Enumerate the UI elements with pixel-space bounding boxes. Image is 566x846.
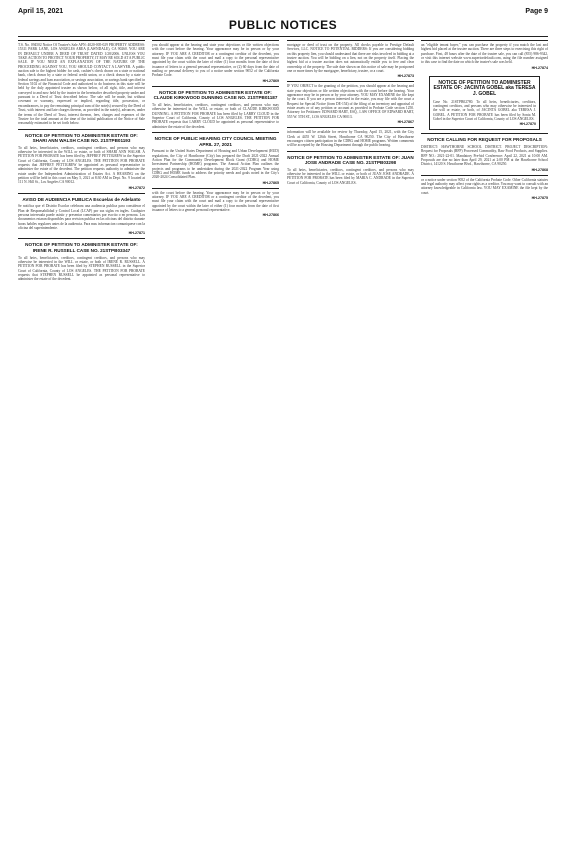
notice-body: To all heirs, beneficiaries, creditors, contingent creditors, and persons who may otherwise be interested in the WILL or estate, or both of SHARI ANN WALSH. A PETITION FOR PROBATE has been filed by JEFFREY PETTIGREW in the Superior Court of California, County of LOS ANGELES. THE PETITION FOR PROBATE requests that JEFFREY PETTIGREW be appointed as personal representative to administer the estate of the decedent. The petition requests authority to administer the estate under the Independent Administration of Estates Act. A HEARING on the petition will be held in this court on May 5, 2021 at 8:30 AM in Dept. No. 9 located at 111 N. Hill St., Los Angeles CA 90012. xyxy=(18,145,145,185)
notice-body: or a notice under section 9052 of the California Probate Code. Other California statutes and legal authority may affect your rights as a creditor. You may want to consult with an attorney knowledgeable in California law. YOU MAY EXAMINE the file kept by the court. xyxy=(421,177,548,195)
notice-reference: HH-27871 xyxy=(128,231,145,236)
notice xyxy=(421,133,548,174)
notice-title: NOTICE OF PUBLIC HEARING CITY COUNCIL MEETING APRIL 27, 2021 xyxy=(154,136,277,147)
notice xyxy=(421,175,548,203)
section-title: PUBLIC NOTICES xyxy=(228,18,338,32)
notice-reference: HH-27874 xyxy=(531,65,548,70)
notice-body: you should appear at the hearing and state your objections or file written objections with the court before the hearing. Your appearance may be in person or by your attorney. IF YOU ARE A CREDITOR or a contingent creditor of the decedent, you must file your claim with the court and mail a copy to the personal representative appointed by the court within the later of either (1) four months from the date of first issuance of letters to a general personal representative, or (2) 60 days from the date of mailing or personal delivery to you of a notice under section 9052 of the California Probate Code. xyxy=(152,43,279,78)
notice-title: NOTICE OF PETITION TO ADMINISTER ESTATE OF: SHARI ANN WALSH CASE NO. 21STPB01193 xyxy=(25,132,138,144)
notice-reference: HH-27875 xyxy=(531,195,548,200)
notice-reference: HH-27872 xyxy=(128,185,145,190)
notice-body: T.S. No. 094502 Notice Of Trustee's Sale APN: 4020-005-029 PROPERTY ADDRESS: 15311 PARK LANE, LOS ANGELES AREA (LAWNDALE), CA 90260. YOU ARE IN DEFAULT UNDER A DEED OF TRUST DATED 1/28/2006. UNLESS YOU TAKE ACTION TO PROTECT YOUR PROPERTY, IT MAY BE SOLD AT A PUBLIC SALE. IF YOU NEED AN EXPLANATION OF THE NATURE OF THE PROCEEDING AGAINST YOU, YOU SHOULD CONTACT A LAWYER. A public auction sale to the highest bidder for cash, cashier's check drawn on a state or national bank, check drawn by a state or federal credit union, or a check drawn by a state or federal savings and loan association, or savings association, or savings bank specified in Section 5102 of the Financial Code and authorized to do business in this state will be held by the duly appointed trustee as shown below, of all right, title, and interest conveyed to and now held by the trustee in the hereinafter described property under and pursuant to a Deed of Trust described below. The sale will be made, but without covenant or warranty, expressed or implied, regarding title, possession, or encumbrances, to pay the remaining principal sum of the note(s) secured by the Deed of Trust, with interest and late charges thereon, as provided in the note(s), advances, under the terms of the Deed of Trust, interest thereon, fees, charges and expenses of the Trustee for the total amount at the time of the initial publication of the Notice of Sale reasonably estimated to be set forth below. xyxy=(18,43,145,126)
notice-reference: HH-27869 xyxy=(262,78,279,83)
column-3 xyxy=(287,40,414,840)
notice-body: with the court before the hearing. Your appearance may be in person or by your attorney. IF YOU ARE A CREDITOR or a contingent creditor of the decedent, you must file your claim with the court and mail a copy to the personal representative appointed by the court within the later of either (1) four months from the date of first issuance of letters to a general personal representative. xyxy=(152,190,279,212)
notice xyxy=(429,76,540,131)
notice xyxy=(287,127,414,150)
notice xyxy=(152,40,279,86)
notice-body: Se notifica que el Distrito Escolar celebrara una audiencia publica para considerar el Plan de Responsabilidad y Control Local (LCAP) por sus siglas en ingles. Cualquier persona interesada puede asistir y presentar comentarios por escrito o en persona. Los documentos estaran disponibles para revision publica en las oficinas del distrito durante horas habiles regulares antes de la audiencia. Para mas informacion comuniquese con la oficina del superintendente. xyxy=(18,204,145,231)
notice-body: an "eligible tenant buyer," you can purchase the property if you match the last and highest bid placed at the trustee auction. There are three steps to exercising this right of purchase. First, 48 hours after the date of the trustee sale, you can call (855) 986-9342, or visit this internet website www.superiordefault.com, using the file number assigned to this case to find the date on which the trustee's sale was held. xyxy=(421,43,548,65)
page-number: Page 9 xyxy=(525,8,548,15)
notice-title: NOTICE OF PETITION TO ADMINISTER ESTATE OF: JUAN JOSE ANDRADE CASE NO. 21STPB03298 xyxy=(287,154,414,166)
notice-body: mortgage or deed of trust on the property. All checks payable to Prestige Default Services, LLC. NOTICE TO POTENTIAL BIDDERS: If you are considering bidding on this property lien, you should understand that there are risks involved in bidding at a trustee auction. You will be bidding on a lien, not on the property itself. Placing the highest bid at a trustee auction does not automatically entitle you to free and clear ownership of the property. The sale date shown on this notice of sale may be postponed one or more times by the mortgagee, beneficiary, trustee, or a court. xyxy=(287,43,414,74)
notice-reference: HH-27867 xyxy=(397,120,414,125)
column-2 xyxy=(152,40,279,840)
notice-body: To all heirs, beneficiaries, creditors, contingent creditors, and persons who may otherwise be interested in the WILL or estate, or both of IRENE R. RUSSELL. A PETITION FOR PROBATE has been filed by STEPHEN RUSSELL in the Superior Court of California, County of LOS ANGELES. THE PETITION FOR PROBATE requests that STEPHEN RUSSELL be appointed as personal representative to administer the estate of the decedent. xyxy=(18,255,145,282)
notice xyxy=(152,188,279,221)
notice xyxy=(152,86,279,132)
notice-body: Case No. 21STPB02780. To all heirs, beneficiaries, creditors, contingent creditors, and persons who may otherwise be interested in the will or estate, or both, of JACINTA GOBEL aka TERESA J. GOBEL. A PETITION FOR PROBATE has been filed by Sonia M. Gobel in the Superior Court of California, County of LOS ANGELES. xyxy=(433,99,536,121)
notice-reference: HH-27866 xyxy=(262,213,279,218)
notice-body: IF YOU OBJECT to the granting of the petition, you should appear at the hearing and state your objections or file written objections with the court before the hearing. Your appearance may be in person or by your attorney. YOU MAY EXAMINE the file kept by the court. If you are a person interested in the estate, you may file with the court a Request for Special Notice (form DE-154) of the filing of an inventory and appraisal of estate assets or of any petition or account as provided in Probate Code section 1250. Attorney for Petitioner: EDWARD HART, ESQ., LAW OFFICE OF EDWARD HART, 555 W. 5TH ST., LOS ANGELES CA 90013. xyxy=(287,84,414,119)
notice-body: Pursuant to the United States Department of Housing and Urban Development (HUD) regulations, the City of Hawthorne (City) has prepared the Draft 2021-2022 Annual Action Plan for the Community Development Block Grant (CDBG) and HOME Investment Partnership (HOME) programs. The Annual Action Plan outlines the projects and programs to be undertaken during the 2021-2022 Program Year using CDBG and HOME funds to address the priority needs and goals noted in the City's 2020-2024 Consolidated Plan. xyxy=(152,149,279,180)
header-rule xyxy=(18,36,548,37)
notice-title: AVISO DE AUDIENCIA PUBLICA Escuelas de Adelanto xyxy=(22,196,141,202)
notice xyxy=(421,40,548,73)
notice xyxy=(287,81,414,127)
column-4 xyxy=(421,40,548,840)
notice-body: DISTRICT: HAWTHORNE SCHOOL DISTRICT. PROJECT DESCRIPTION: Request for Proposals (RFP) Processed Commodity, Raw Food Products, and Supplies. RFP NO.: 2021-22-01. Mandatory Pre-bid Conference: April 22, 2021 at 10:00 AM. Proposals are due no later than April 29, 2021 at 2:00 PM at the Hawthorne School District, 14120 S. Hawthorne Blvd., Hawthorne, CA 90250. xyxy=(421,144,548,167)
column-1 xyxy=(18,40,145,840)
notice-title: NOTICE OF PETITION TO ADMINISTER ESTATE OF: CLAUDE KIRKWOOD DUNNING CASE NO. 21STPB01187 xyxy=(153,89,278,101)
notice xyxy=(18,238,145,284)
notice-title: NOTICE CALLING FOR REQUEST FOR PROPOSALS xyxy=(427,137,542,143)
notice-body: To all heirs, beneficiaries, creditors, contingent creditors, and persons who may otherwise be interested in the WILL or estate, or both of CLAUDE KIRKWOOD DUNNING. A PETITION FOR PROBATE has been filed by LARRY CLOUD in the Superior Court of California, County of LOS ANGELES. THE PETITION FOR PROBATE requests that LARRY CLOUD be appointed as personal representative to administer the estate of the decedent. xyxy=(152,102,279,129)
notice xyxy=(18,40,145,129)
issue-date: April 15, 2021 xyxy=(18,8,64,15)
notice-reference: HH-27868 xyxy=(531,167,548,172)
notice-reference: HH-27870 xyxy=(519,122,536,127)
notice-body: information will be available for review by Thursday, April 15, 2021, with the City Clerk at 4455 W. 126th Street, Hawthorne CA 90250. The City of Hawthorne encourages citizen participation in the CDBG and HOME programs. Written comments will be accepted by the Housing Department through the public hearing. xyxy=(287,130,414,148)
notice xyxy=(287,40,414,81)
notice-reference: HH-27873 xyxy=(397,74,414,79)
notice-reference: HH-27865 xyxy=(262,180,279,185)
notice-title: NOTICE OF PETITION TO ADMINISTER ESTATE OF: JACINTA GOBEL aka TERESA J. GOBEL xyxy=(433,79,536,97)
notice xyxy=(18,193,145,239)
notice xyxy=(18,129,145,193)
notice xyxy=(287,151,414,189)
notice xyxy=(152,132,279,188)
notice-title: NOTICE OF PETITION TO ADMINISTER ESTATE OF: IRENE R. RUSSELL CASE NO. 21STPB03347 xyxy=(25,242,138,254)
notice-body: To all heirs, beneficiaries, creditors, contingent creditors, and persons who may otherwise be interested in the WILL or estate, or both of JUAN JOSE ANDRADE. A PETITION FOR PROBATE has been filed by MARIA C. ANDRADE in the Superior Court of California, County of LOS ANGELES. xyxy=(287,167,414,185)
